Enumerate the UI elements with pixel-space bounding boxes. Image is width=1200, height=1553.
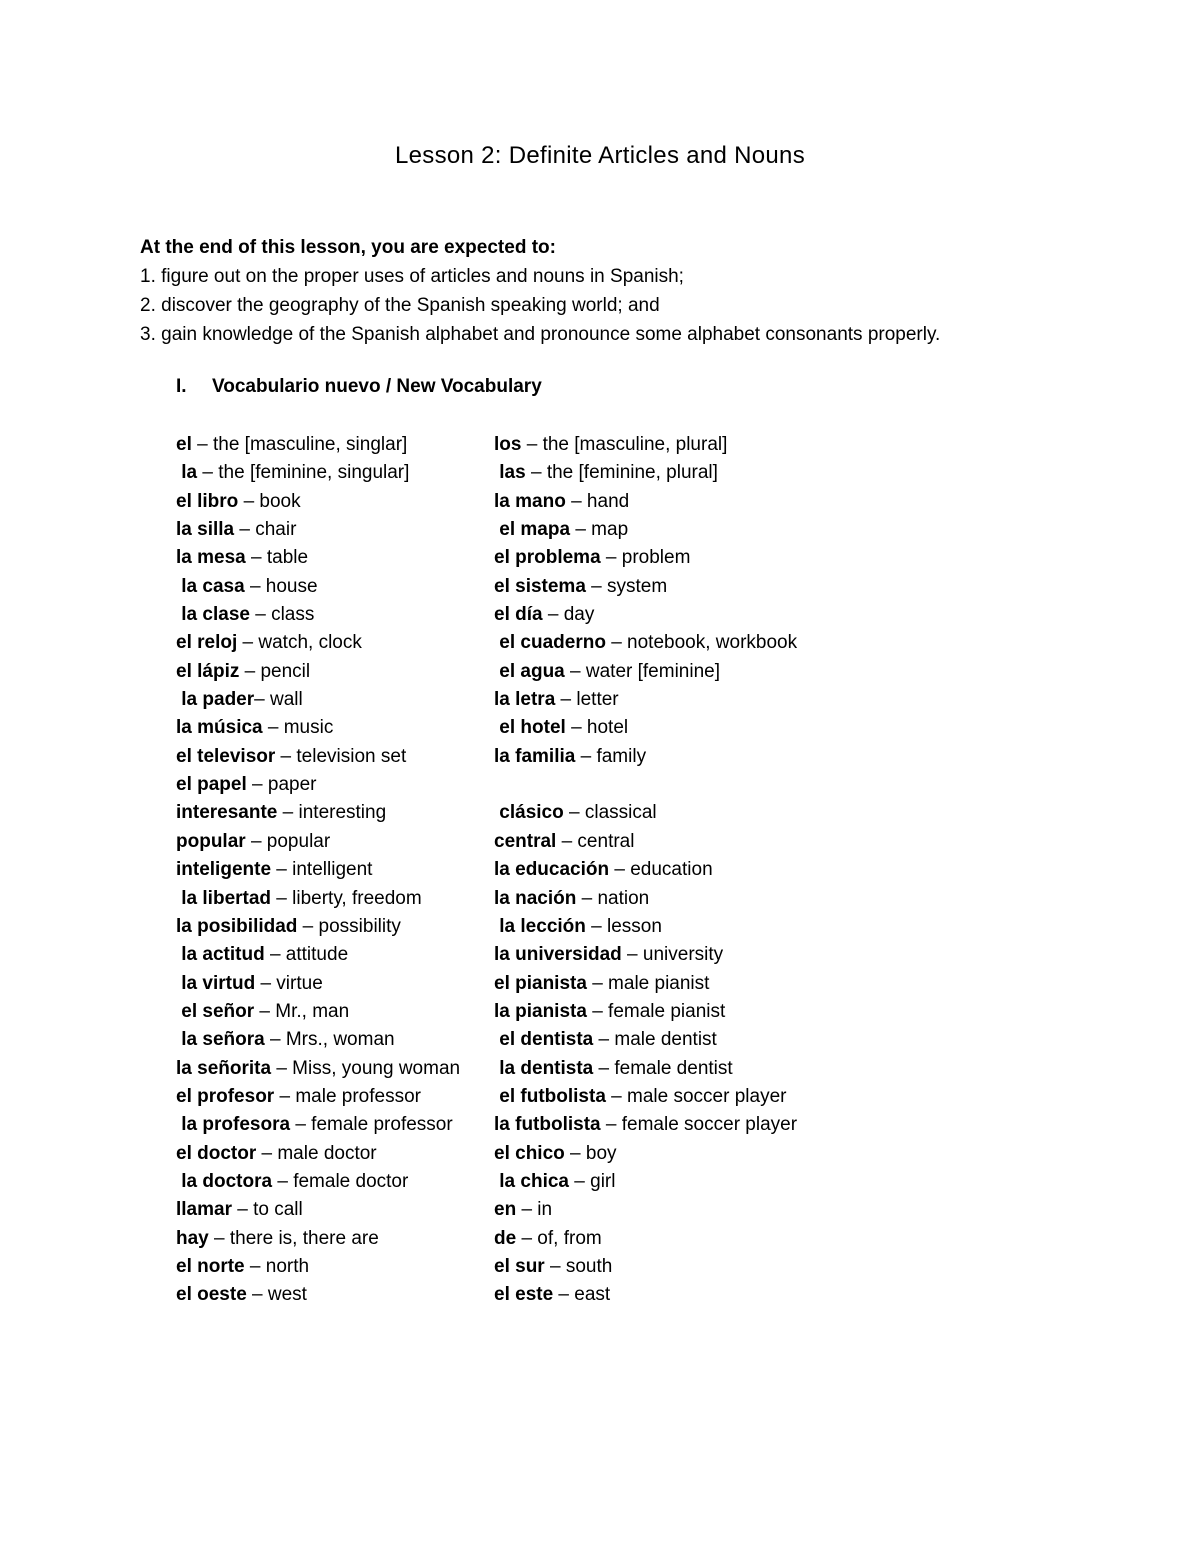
vocab-definition: – education — [609, 859, 713, 881]
vocab-definition: – attitude — [264, 944, 349, 966]
page-title: Lesson 2: Definite Articles and Nouns — [395, 142, 805, 169]
vocab-entry — [494, 998, 834, 1026]
vocab-column-left — [176, 431, 516, 1310]
vocab-entry — [176, 1140, 516, 1168]
vocab-definition: – Mr., man — [254, 1000, 350, 1022]
vocab-definition: – family — [575, 745, 647, 767]
vocab-entry — [176, 1083, 516, 1111]
vocab-definition: – music — [262, 717, 334, 739]
vocab-definition: – south — [544, 1255, 613, 1277]
vocab-term: el mapa — [494, 519, 571, 541]
vocab-term: hay — [176, 1227, 209, 1249]
vocab-entry — [176, 799, 516, 827]
vocab-term: la letra — [494, 689, 556, 711]
vocab-definition: – female dentist — [593, 1057, 733, 1079]
vocab-definition: – male pianist — [586, 972, 710, 994]
vocab-entry — [494, 1281, 834, 1309]
vocab-entry — [494, 970, 834, 998]
vocab-entry — [494, 743, 834, 771]
vocab-term: la doctora — [176, 1170, 273, 1192]
vocab-entry — [176, 1026, 516, 1054]
vocab-term: el sistema — [494, 575, 586, 597]
vocab-term: el hotel — [494, 717, 566, 739]
objectives-lead: At the end of this lesson, you are expected to: — [140, 237, 556, 258]
vocab-term: la profesora — [176, 1114, 291, 1136]
vocab-definition: – north — [244, 1255, 310, 1277]
objectives-block — [140, 233, 1140, 349]
vocab-entry — [494, 629, 834, 657]
vocab-entry — [494, 1225, 834, 1253]
vocab-term: el sur — [494, 1255, 545, 1277]
vocab-definition: – in — [516, 1199, 553, 1221]
vocab-definition: – Miss, young woman — [271, 1057, 461, 1079]
vocab-entry — [176, 828, 516, 856]
vocab-term: la familia — [494, 745, 576, 767]
vocab-definition: – nation — [576, 887, 650, 909]
vocab-entry — [494, 771, 834, 799]
vocab-entry — [176, 544, 516, 572]
vocab-definition: – notebook, workbook — [605, 632, 798, 654]
vocab-term: popular — [176, 830, 246, 852]
vocab-entry — [176, 686, 516, 714]
vocab-term: el libro — [176, 490, 239, 512]
vocab-definition: – watch, clock — [237, 632, 362, 654]
vocab-entry — [494, 658, 834, 686]
vocab-definition: – system — [585, 575, 668, 597]
vocab-entry — [176, 941, 516, 969]
vocab-definition: – university — [621, 944, 724, 966]
vocab-entry — [176, 1225, 516, 1253]
vocab-term: los — [494, 434, 522, 455]
vocab-entry — [494, 1196, 834, 1224]
section-number: I. — [176, 376, 187, 397]
section-title: Vocabulario nuevo / New Vocabulary — [212, 376, 542, 397]
vocab-term: el pianista — [494, 972, 587, 994]
vocab-term: la señorita — [176, 1057, 272, 1079]
vocab-term: la posibilidad — [176, 915, 298, 937]
vocab-definition: – liberty, freedom — [271, 887, 422, 909]
vocab-entry — [494, 941, 834, 969]
vocab-definition: – the [feminine, singular] — [197, 462, 410, 484]
vocab-definition: – paper — [246, 774, 317, 796]
vocab-entry — [494, 856, 834, 884]
vocab-term: la silla — [176, 519, 235, 541]
vocab-term: la futbolista — [494, 1114, 601, 1136]
vocab-term: el papel — [176, 774, 247, 796]
vocab-term: en — [494, 1199, 517, 1221]
vocab-definition: – east — [553, 1284, 611, 1306]
vocab-definition: – book — [238, 490, 301, 512]
vocab-term: el norte — [176, 1255, 245, 1277]
vocab-term: la mano — [494, 490, 566, 512]
vocab-entry — [176, 431, 516, 459]
vocab-definition: – male professor — [274, 1085, 421, 1107]
vocab-definition: – television set — [275, 745, 407, 767]
vocab-term: el futbolista — [494, 1085, 606, 1107]
vocab-definition: – the [masculine, plural] — [521, 434, 728, 455]
vocab-entry — [176, 1055, 516, 1083]
vocab-definition: – classical — [563, 802, 657, 824]
vocab-term: llamar — [176, 1199, 232, 1221]
vocab-entry — [176, 1111, 516, 1139]
vocab-definition: – hand — [565, 490, 630, 512]
vocab-entry — [176, 1168, 516, 1196]
vocab-entry — [176, 459, 516, 487]
vocab-definition: – popular — [245, 830, 331, 852]
vocab-term: la pader — [176, 689, 255, 711]
vocab-definition: – central — [556, 830, 635, 852]
vocab-entry — [176, 629, 516, 657]
vocab-term: la nación — [494, 887, 577, 909]
vocab-term: de — [494, 1227, 517, 1249]
vocab-definition: – water [feminine] — [564, 660, 720, 682]
vocab-term: la música — [176, 717, 263, 739]
vocab-definition: – hotel — [565, 717, 629, 739]
vocab-definition: – of, from — [516, 1227, 602, 1249]
vocab-term: la — [176, 462, 198, 484]
vocab-term: la clase — [176, 604, 250, 626]
vocab-term: el lápiz — [176, 660, 240, 682]
vocab-definition: – class — [249, 604, 315, 626]
vocab-term: la virtud — [176, 972, 256, 994]
vocab-definition: – female doctor — [272, 1170, 409, 1192]
vocab-definition: – west — [246, 1284, 307, 1306]
vocab-definition: – intelligent — [271, 859, 373, 881]
vocab-term: el señor — [176, 1000, 255, 1022]
vocab-definition: – table — [245, 547, 309, 569]
vocab-term: clásico — [494, 802, 564, 824]
vocab-definition: – map — [570, 519, 629, 541]
vocab-term: el dentista — [494, 1029, 594, 1051]
vocab-term: la chica — [494, 1170, 569, 1192]
vocab-entry — [176, 885, 516, 913]
vocab-definition: – interesting — [277, 802, 387, 824]
vocab-entry — [176, 771, 516, 799]
vocab-entry — [494, 714, 834, 742]
vocab-entry — [494, 1111, 834, 1139]
vocab-definition: – to call — [231, 1199, 303, 1221]
vocab-entry — [494, 828, 834, 856]
vocab-term: la actitud — [176, 944, 265, 966]
vocab-entry — [176, 970, 516, 998]
vocab-definition: – female soccer player — [600, 1114, 798, 1136]
vocab-definition: – virtue — [255, 972, 323, 994]
vocab-entry — [176, 1281, 516, 1309]
vocab-definition: – the [masculine, singlar] — [191, 434, 408, 455]
vocab-entry — [176, 658, 516, 686]
vocab-term: las — [494, 462, 526, 484]
vocab-definition: – wall — [254, 689, 303, 711]
vocab-definition: – possibility — [297, 915, 401, 937]
vocab-entry — [176, 998, 516, 1026]
vocab-entry — [494, 1253, 834, 1281]
vocab-entry — [176, 1253, 516, 1281]
vocab-term: el chico — [494, 1142, 565, 1164]
vocab-definition: – female pianist — [586, 1000, 726, 1022]
vocab-definition: – male dentist — [593, 1029, 717, 1051]
vocab-term: el este — [494, 1284, 554, 1306]
vocab-definition: – day — [542, 604, 595, 626]
vocab-entry — [494, 1055, 834, 1083]
vocab-definition: – problem — [600, 547, 691, 569]
vocab-term: el doctor — [176, 1142, 257, 1164]
vocab-term: la lección — [494, 915, 586, 937]
vocab-term: interesante — [176, 802, 278, 824]
vocab-entry — [176, 488, 516, 516]
vocab-term: la dentista — [494, 1057, 594, 1079]
vocab-term: la pianista — [494, 1000, 587, 1022]
vocab-entry — [176, 601, 516, 629]
vocab-term: el reloj — [176, 632, 238, 654]
vocab-entry — [176, 714, 516, 742]
vocab-entry — [494, 885, 834, 913]
vocab-entry — [176, 516, 516, 544]
vocab-definition: – lesson — [585, 915, 662, 937]
vocab-entry — [494, 1140, 834, 1168]
vocab-column-right — [494, 431, 834, 1310]
vocab-definition: – male doctor — [256, 1142, 377, 1164]
vocab-entry — [494, 913, 834, 941]
vocab-entry — [494, 799, 834, 827]
vocab-definition: – there is, there are — [208, 1227, 379, 1249]
objective-item: 2. discover the geography of the Spanish speaking world; and — [140, 295, 660, 316]
vocab-definition: – chair — [234, 519, 297, 541]
vocab-entry — [494, 459, 834, 487]
vocab-definition: – pencil — [239, 660, 311, 682]
vocab-entry — [176, 913, 516, 941]
vocab-definition: – female professor — [290, 1114, 453, 1136]
vocab-entry — [176, 573, 516, 601]
vocab-entry — [494, 516, 834, 544]
vocab-entry — [494, 431, 834, 459]
section-heading — [176, 376, 542, 398]
vocab-definition: – male soccer player — [605, 1085, 787, 1107]
vocab-term: la libertad — [176, 887, 272, 909]
objective-item: 1. figure out on the proper uses of articles and nouns in Spanish; — [140, 266, 684, 287]
vocab-entry — [176, 856, 516, 884]
vocab-term: central — [494, 830, 557, 852]
vocab-definition: – girl — [569, 1170, 616, 1192]
vocab-definition: – boy — [564, 1142, 617, 1164]
vocab-entry — [494, 488, 834, 516]
vocab-term: la universidad — [494, 944, 622, 966]
vocab-entry — [494, 601, 834, 629]
vocab-term: el televisor — [176, 745, 276, 767]
vocab-entry — [176, 743, 516, 771]
vocab-entry — [494, 1026, 834, 1054]
vocab-entry — [494, 544, 834, 572]
vocab-term: la mesa — [176, 547, 246, 569]
vocab-term: el profesor — [176, 1085, 275, 1107]
vocab-entry — [494, 573, 834, 601]
vocab-definition: – house — [244, 575, 318, 597]
vocab-entry — [494, 1083, 834, 1111]
vocab-definition: – the [feminine, plural] — [525, 462, 718, 484]
vocab-entry — [494, 686, 834, 714]
vocab-entry — [176, 1196, 516, 1224]
vocab-term: la señora — [176, 1029, 265, 1051]
vocab-term: la casa — [176, 575, 245, 597]
vocab-term: el oeste — [176, 1284, 247, 1306]
vocab-definition: – Mrs., woman — [264, 1029, 395, 1051]
vocab-term: la educación — [494, 859, 610, 881]
vocab-term: el cuaderno — [494, 632, 606, 654]
vocab-definition: – letter — [555, 689, 619, 711]
vocab-term: el agua — [494, 660, 565, 682]
vocab-term: inteligente — [176, 859, 272, 881]
objective-item: 3. gain knowledge of the Spanish alphabet and pronounce some alphabet consonants properly. — [140, 324, 941, 345]
vocab-entry — [494, 1168, 834, 1196]
vocab-term: el día — [494, 604, 543, 626]
vocab-term: el — [176, 434, 192, 455]
vocab-term: el problema — [494, 547, 601, 569]
